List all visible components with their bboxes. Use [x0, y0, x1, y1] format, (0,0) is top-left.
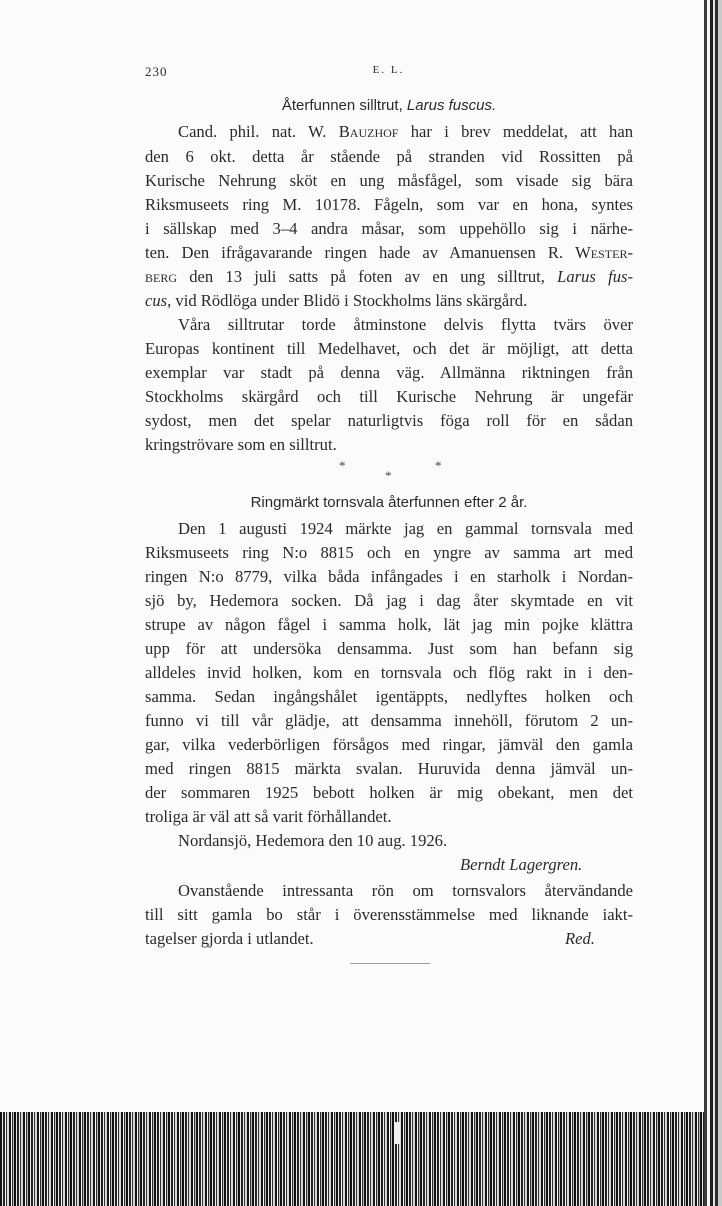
text-line: tagelser gjorda i utlandet. — [145, 929, 314, 948]
text-line: med ringen 8815 märkta svalan. Huruvida denna jämväl un- — [145, 759, 633, 778]
text-line: Våra silltrutar torde åtminstone delvis flytta tvärs över — [178, 315, 633, 334]
text-line: Stockholms skärgård och till Kurische Nehrung är ungefär — [145, 387, 633, 406]
article-2-title: Ringmärkt tornsvala återfunnen efter 2 år. — [250, 494, 528, 511]
text-line: ringen N:o 8779, vilka båda infångades i en starholk i Nordan- — [145, 567, 633, 586]
text-line: Ovanstående intressanta rön om tornsvalors återvändande — [178, 881, 633, 900]
text-line: exemplar var stadt på denna väg. Allmänna riktningen från — [145, 363, 633, 382]
end-rule — [350, 963, 430, 964]
text-line: gar, vilka vederbörligen försågos med ringar, jämväl den gamla — [145, 735, 633, 754]
text-line: Cand. phil. nat. W. Bauzhof har i brev meddelat, att han — [178, 122, 634, 141]
text-line: Den 1 augusti 1924 märkte jag en gammal tornsvala med — [178, 519, 633, 538]
text-line: upp för att undersöka densamma. Just som han befann sig — [145, 639, 633, 658]
text-line: sjö by, Hedemora socken. Då jag i dag åter skymtade en vit — [145, 591, 633, 610]
place-date: Nordansjö, Hedemora den 10 aug. 1926. — [178, 831, 448, 850]
text-line: Europas kontinent till Medelhavet, och det är möjligt, att detta — [145, 339, 633, 358]
article-1-title: Återfunnen silltrut, Larus fuscus. — [281, 97, 497, 114]
text-line: der sommaren 1925 bebott holken är mig obekant, men det — [145, 783, 633, 802]
separator-star: * — [435, 458, 442, 473]
text-line: cus, vid Rödlöga under Blidö i Stockholms läns skärgård. — [145, 291, 528, 310]
text-line: funno vi till vår glädje, att densamma innehöll, förutom 2 un- — [145, 711, 633, 730]
text-line: ten. Den ifrågavarande ringen hade av Amanuensen R. Wester- — [145, 243, 633, 262]
page-number: 230 — [145, 64, 168, 79]
text-line: Kurische Nehrung sköt en ung måsfågel, som visade sig bära — [145, 171, 633, 190]
text-line: den 6 okt. detta år stående på stranden vid Rossitten på — [145, 147, 633, 166]
running-head: E. L. — [372, 64, 405, 76]
text-line: samma. Sedan ingångshålet igentäppts, nedlyftes holken och — [145, 687, 633, 706]
scan-edge — [704, 0, 722, 1206]
scan-border — [0, 1112, 704, 1206]
separator-star: * — [385, 468, 392, 483]
editor-signature: Red. — [565, 929, 595, 948]
text-line: troliga är väl att så varit förhållandet. — [145, 807, 392, 826]
text-line: i sällskap med 3–4 andra måsar, som uppehöllo sig i närhe- — [145, 219, 633, 238]
author-signature: Berndt Lagergren. — [460, 855, 583, 874]
text-line: Riksmuseets ring M. 10178. Fågeln, som var en hona, syntes — [145, 195, 633, 214]
text-line: berg den 13 juli satts på foten av en ung silltrut, Larus fus- — [145, 267, 633, 286]
scan-mark — [394, 1122, 400, 1144]
text-line: Riksmuseets ring N:o 8815 och en yngre av samma art med — [145, 543, 633, 562]
text-line: alldeles invid holken, kom en tornsvala och flög rakt in i den- — [145, 663, 633, 682]
separator-star: * — [339, 458, 346, 473]
text-line: till sitt gamla bo står i överensstämmelse med liknande iakt- — [145, 905, 633, 924]
text-line: kringströvare som en silltrut. — [145, 435, 337, 454]
text-line: strupe av någon fågel i samma holk, lät jag min pojke klättra — [145, 615, 633, 634]
text-line: sydost, men det spelar naturligtvis föga roll för en sådan — [145, 411, 633, 430]
